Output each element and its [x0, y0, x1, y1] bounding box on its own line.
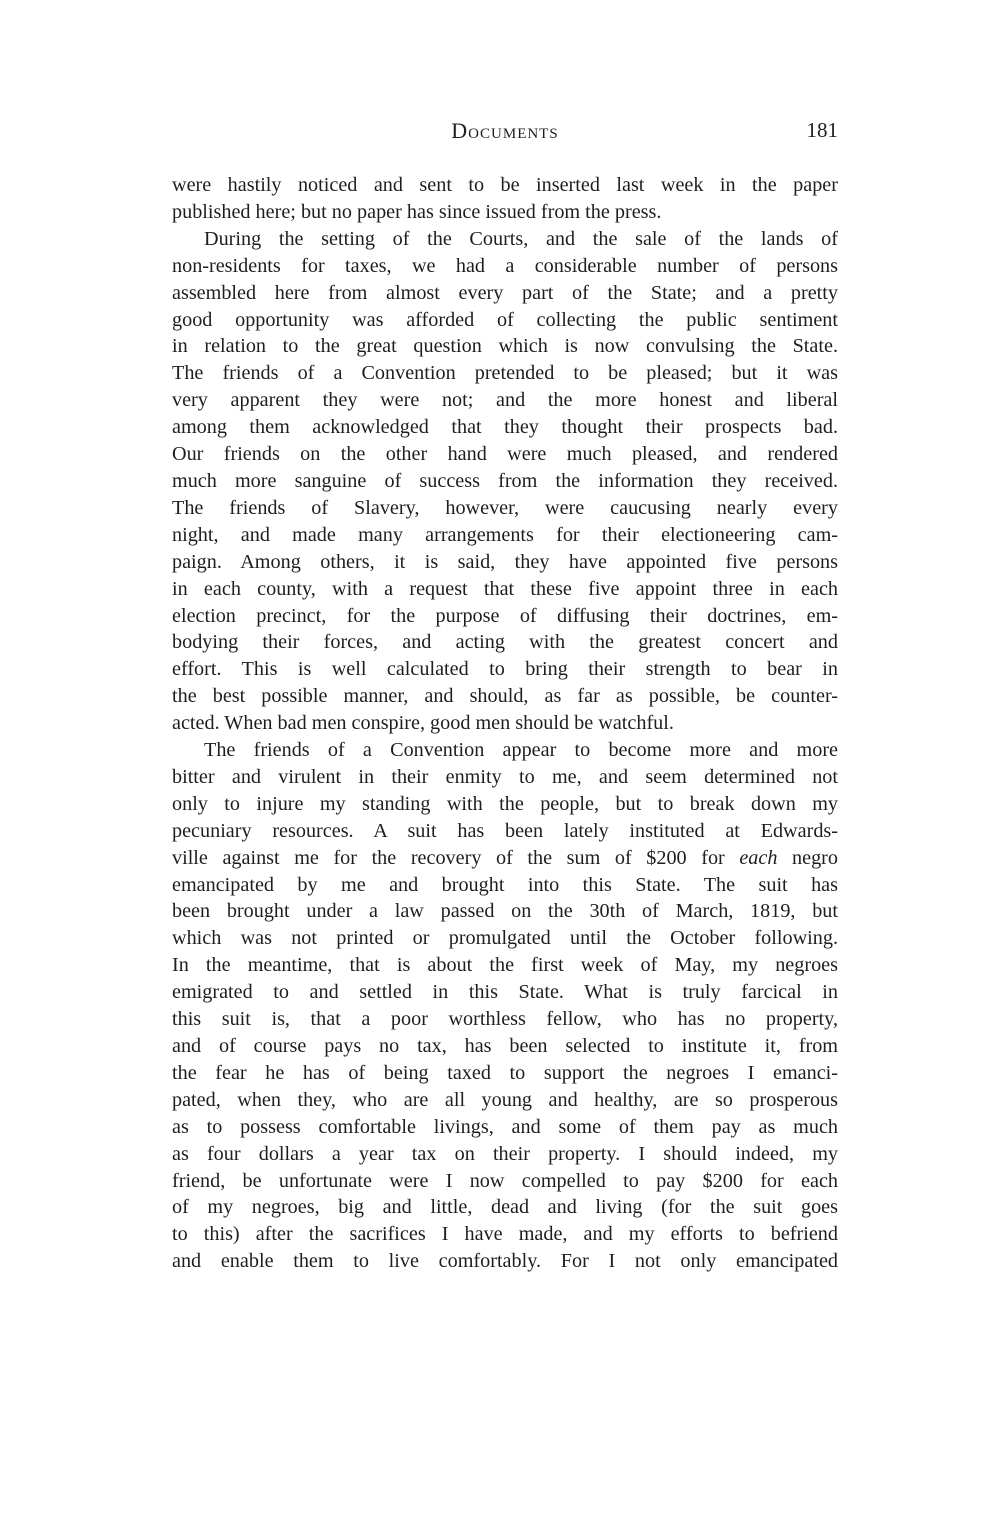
page-number: 181 [806, 118, 838, 142]
text-line: pecuniary resources. A suit has been lately instituted at Edwards- [172, 819, 838, 842]
paragraph [172, 737, 838, 1275]
text-line: in relation to the great question which is now convulsing the State. [172, 335, 838, 358]
running-title: Documents [451, 118, 559, 143]
text-line [172, 845, 838, 872]
text-line: effort. This is well calculated to bring their strength to bear in [172, 658, 838, 681]
text-line: bitter and virulent in their enmity to me, and seem determined not [172, 765, 838, 788]
text-line: which was not printed or promulgated until the October following. [172, 927, 838, 950]
text-fragment: negro [792, 846, 838, 869]
page-header [172, 118, 838, 154]
text-line: to this) after the sacrifices I have made, and my efforts to befriend [172, 1223, 838, 1246]
text-line: only to injure my standing with the people, but to break down my [172, 792, 838, 815]
paragraph [172, 172, 838, 226]
text-line: friend, be unfortunate were I now compelled to pay $200 for each [172, 1169, 838, 1192]
italic-word: each [739, 846, 778, 869]
text-line: Our friends on the other hand were much pleased, and rendered [172, 443, 838, 466]
text-line: pated, when they, who are all young and healthy, are so prosperous [172, 1088, 838, 1111]
text-line: bodying their forces, and acting with the greatest concert and [172, 631, 838, 654]
text-line: as four dollars a year tax on their property. I should indeed, my [172, 1142, 838, 1165]
text-line: good opportunity was afforded of collecting the public sentiment [172, 308, 838, 331]
text-line: the best possible manner, and should, as far as possible, be counter- [172, 685, 838, 708]
text-line: The friends of a Convention pretended to be pleased; but it was [172, 362, 838, 385]
text-line: in each county, with a request that these five appoint three in each [172, 577, 838, 600]
text-line: The friends of Slavery, however, were caucusing nearly every [172, 496, 838, 519]
paragraph [172, 226, 838, 737]
text-line: this suit is, that a poor worthless fellow, who has no property, [172, 1008, 838, 1031]
text-line: emancipated by me and brought into this State. The suit has [172, 873, 838, 896]
text-line: acted. When bad men conspire, good men should be watchful. [172, 712, 674, 735]
text-line: assembled here from almost every part of the State; and a pretty [172, 281, 838, 304]
text-line: were hastily noticed and sent to be inserted last week in the paper [172, 174, 838, 196]
text-line: In the meantime, that is about the first week of May, my negroes [172, 954, 838, 977]
text-line: During the setting of the Courts, and the sale of the lands of [204, 227, 838, 250]
body-text [172, 172, 838, 1275]
text-line: and enable them to live comfortably. For I not only emancipated [172, 1250, 838, 1273]
text-fragment: ville against me for the recovery of the sum of $200 for [172, 846, 740, 869]
text-line: of my negroes, big and little, dead and living (for the suit goes [172, 1196, 838, 1219]
document-page [172, 118, 838, 1275]
text-line: very apparent they were not; and the more honest and liberal [172, 389, 838, 412]
text-line: night, and made many arrangements for their electioneering cam- [172, 523, 838, 546]
text-line: published here; but no paper has since issued from the press. [172, 200, 662, 223]
text-line: as to possess comfortable livings, and some of them pay as much [172, 1115, 838, 1138]
text-line: and of course pays no tax, has been selected to institute it, from [172, 1035, 838, 1057]
text-line: emigrated to and settled in this State. What is truly farcical in [172, 981, 838, 1004]
text-line: the fear he has of being taxed to support the negroes I emanci- [172, 1061, 838, 1084]
text-line: non-residents for taxes, we had a considerable number of persons [172, 254, 838, 277]
text-line: election precinct, for the purpose of diffusing their doctrines, em- [172, 604, 838, 627]
text-line: been brought under a law passed on the 30th of March, 1819, but [172, 900, 838, 923]
text-line: The friends of a Convention appear to become more and more [204, 739, 838, 762]
text-line: paign. Among others, it is said, they have appointed five persons [172, 550, 838, 573]
text-line: much more sanguine of success from the information they received. [172, 469, 838, 492]
text-line: among them acknowledged that they thought their prospects bad. [172, 416, 838, 439]
